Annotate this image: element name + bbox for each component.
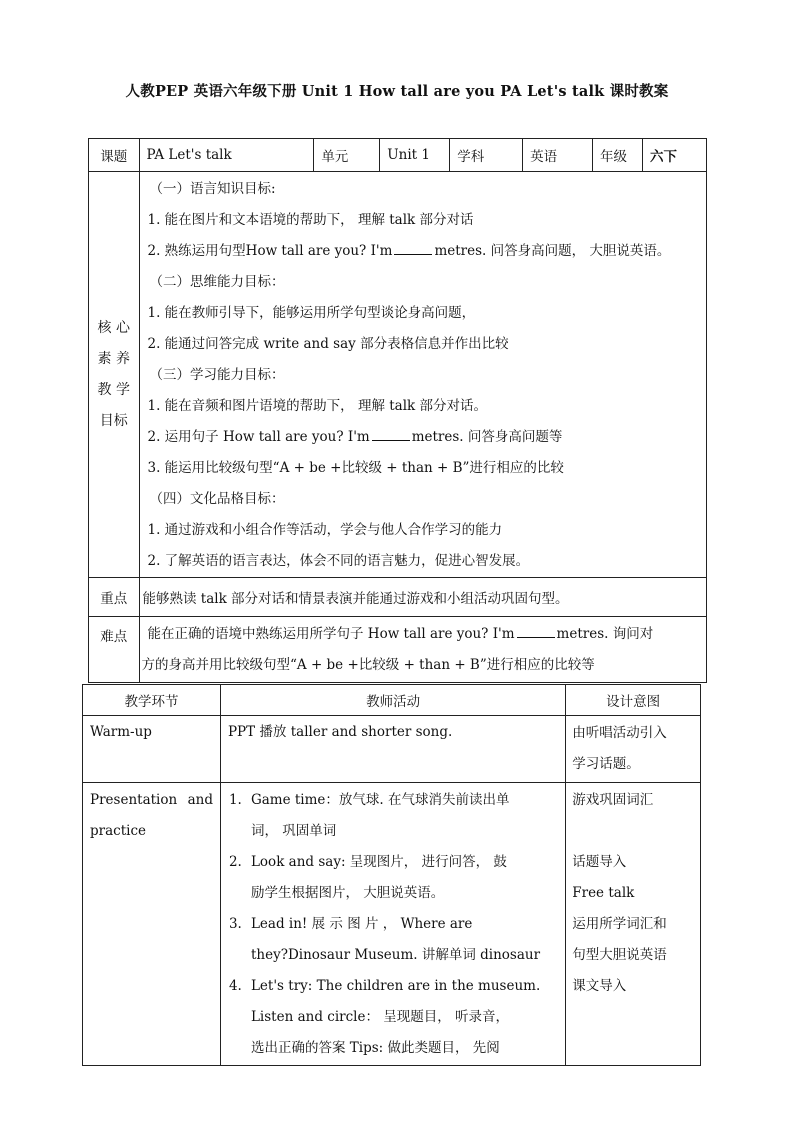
goal-line: 1. 通过游戏和小组合作等活动，学会与他人合作学习的能力 (147, 522, 503, 538)
activity-item: 3. Lead in! 展 示 图 片 ， Where are (228, 916, 473, 932)
core-goals-content (139, 172, 707, 578)
topic-value: PA Let's talk (139, 139, 314, 172)
topic-label: 课题 (89, 139, 140, 172)
warmup-stage: Warm-up (83, 716, 221, 783)
warmup-activity: PPT 播放 taller and shorter song. (220, 716, 565, 783)
goal-line: 1. 能在图片和文本语境的帮助下， 理解 talk 部分对话 (147, 212, 474, 228)
warmup-row (83, 716, 701, 783)
activity-header: 教师活动 (220, 685, 565, 716)
presentation-purpose: 游戏巩固词汇 话题导入 Free talk 运用所学词汇和 句型大胆说英语 课文导入 (566, 783, 701, 1066)
core-goals-label (89, 172, 140, 578)
grade-value: 六下 (643, 139, 707, 172)
core-label-line: 目标 (99, 412, 128, 429)
lesson-info-table (88, 138, 707, 683)
unit-label: 单元 (314, 139, 380, 172)
subject-label: 学科 (450, 139, 523, 172)
process-header-row (83, 685, 701, 716)
goal-heading: （二）思维能力目标： (149, 274, 285, 290)
goal-heading: （一）语言知识目标: (149, 181, 276, 197)
grade-label: 年级 (593, 139, 643, 172)
purpose-header: 设计意图 (566, 685, 701, 716)
teaching-process-table (82, 684, 701, 1066)
goal-heading: （四）文化品格目标： (149, 491, 285, 507)
presentation-row (83, 783, 701, 1066)
activity-item: 4. Let's try: The children are in the museum. (228, 978, 541, 994)
core-label-line: 教 学 (97, 381, 130, 398)
stage-header: 教学环节 (83, 685, 221, 716)
core-label-line: 素 养 (97, 350, 130, 367)
unit-value: Unit 1 (380, 139, 450, 172)
key-points-text: 能够熟读 talk 部分对话和情景表演并能通过游戏和小组活动巩固句型。 (139, 578, 707, 617)
difficulty-text: 能在正确的语境中熟练运用所学句子 How tall are you? I'm metres. 询问对 方的身高并用比较级句型“A + be +比较级 + than + B”进行相应的比较等 (139, 617, 707, 683)
presentation-activity: 1. Game time：放气球. 在气球消失前读出单 词， 巩固单词 2. Look and say: 呈现图片， 进行问答， 鼓 励学生根据图片， 大胆说英语。 3. Lead in! 展 示 图 片 ， Where are they?Dinosaur Museum. 讲解单词 dinosaur 4. Let's try: The children are in the museum. Listen and circle： 呈现题目， 听录音， 选出正确的答案 Tips: 做此类题目， 先阅 (220, 783, 565, 1066)
goal-line: 2. 熟练运用句型How tall are you? I'm metres. 问答身高问题， 大胆说英语。 (140, 236, 707, 267)
goal-line: 2. 能通过问答完成 write and say 部分表格信息并作出比较 (147, 336, 509, 352)
goal-heading: （三）学习能力目标： (149, 367, 285, 383)
core-goals-row (89, 172, 707, 578)
goal-line: 3. 能运用比较级句型“A + be +比较级 + than + B”进行相应的比较 (147, 460, 564, 476)
goal-line: 2. 运用句子 How tall are you? I'm metres. 问答身高问题等 (140, 422, 707, 453)
difficulty-label: 难点 (89, 617, 140, 683)
document-title: 人教PEP 英语六年级下册 Unit 1 How tall are you PA Let's talk 课时教案 (125, 83, 669, 100)
header-row (89, 139, 707, 172)
subject-value: 英语 (523, 139, 593, 172)
activity-item: 1. Game time：放气球. 在气球消失前读出单 (228, 792, 510, 808)
difficulty-row (89, 617, 707, 683)
key-points-row (89, 578, 707, 617)
goal-line: 1. 能在音频和图片语境的帮助下， 理解 talk 部分对话。 (147, 398, 488, 414)
presentation-stage: Presentation and practice (83, 783, 221, 1066)
goal-line: 1. 能在教师引导下，能够运用所学句型谈论身高问题， (147, 305, 476, 321)
key-points-label: 重点 (89, 578, 140, 617)
warmup-purpose: 由听唱活动引入 学习话题。 (566, 716, 701, 783)
core-label-line: 核 心 (97, 319, 130, 336)
activity-item: 2. Look and say: 呈现图片， 进行问答， 鼓 (228, 854, 507, 870)
goal-line: 2. 了解英语的语言表达，体会不同的语言魅力，促进心智发展。 (147, 553, 530, 569)
